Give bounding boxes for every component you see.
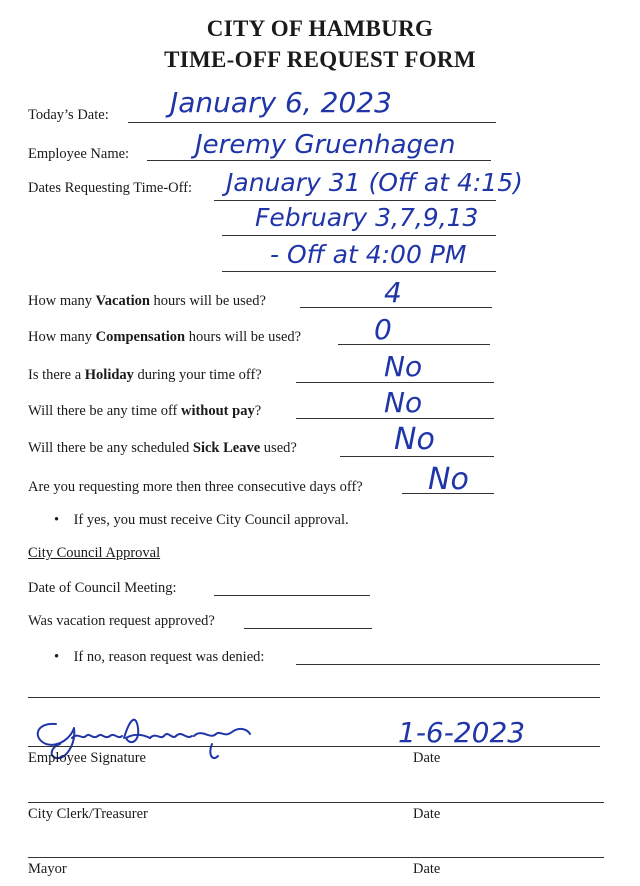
- compensation-line: [338, 344, 490, 345]
- question-vacation: How many Vacation hours will be used?: [28, 293, 266, 309]
- question-consecutive-days: Are you requesting more then three consecutive days off?: [28, 479, 363, 495]
- dates-line-2: [222, 235, 496, 236]
- council-meeting-line[interactable]: [214, 595, 370, 596]
- note-yes: • If yes, you must receive City Council approval.: [54, 512, 349, 528]
- holiday-answer[interactable]: No: [384, 350, 423, 383]
- dates-value-3[interactable]: - Off at 4:00 PM: [270, 240, 467, 269]
- sick-leave-answer[interactable]: No: [394, 422, 435, 457]
- council-meeting-label: Date of Council Meeting:: [28, 580, 177, 596]
- employee-date-label: Date: [413, 750, 441, 766]
- employee-name-label: Employee Name:: [28, 146, 130, 162]
- question-sick-leave: Will there be any scheduled Sick Leave used?: [28, 440, 297, 456]
- consecutive-days-answer[interactable]: No: [428, 462, 469, 497]
- dates-line-1: [214, 200, 496, 201]
- form-title-line1: CITY OF HAMBURG: [206, 16, 434, 41]
- employee-date-value[interactable]: 1-6-2023: [398, 716, 526, 749]
- dates-requesting-label: Dates Requesting Time-Off:: [28, 180, 193, 196]
- clerk-signature-label: City Clerk/Treasurer: [28, 806, 148, 822]
- vacation-answer[interactable]: 4: [384, 276, 402, 309]
- employee-name-value[interactable]: Jeremy Gruenhagen: [195, 130, 456, 160]
- employee-name-line: [147, 160, 491, 161]
- clerk-date-label: Date: [413, 806, 441, 822]
- question-compensation: How many Compensation hours will be used?: [28, 329, 302, 345]
- mayor-date-label: Date: [413, 861, 441, 877]
- mayor-signature-label: Mayor: [28, 861, 67, 877]
- vacation-approved-line[interactable]: [244, 628, 372, 629]
- denied-reason-line-1[interactable]: [296, 664, 600, 665]
- dates-value-1[interactable]: January 31 (Off at 4:15): [226, 168, 523, 197]
- denied-reason-line-2[interactable]: [28, 697, 600, 698]
- denied-reason-label: • If no, reason request was denied:: [54, 649, 265, 665]
- todays-date-value[interactable]: January 6, 2023: [170, 86, 392, 119]
- mayor-signature-line[interactable]: [28, 857, 604, 858]
- question-holiday: Is there a Holiday during your time off?: [28, 367, 262, 383]
- without-pay-answer[interactable]: No: [384, 386, 423, 419]
- compensation-answer[interactable]: 0: [374, 313, 392, 346]
- todays-date-label: Today’s Date:: [28, 107, 109, 123]
- clerk-signature-line[interactable]: [28, 802, 604, 803]
- dates-line-3: [222, 271, 496, 272]
- employee-signature-label: Employee Signature: [28, 750, 146, 766]
- question-without-pay: Will there be any time off without pay?: [28, 403, 262, 419]
- council-approval-heading: City Council Approval: [28, 545, 161, 561]
- todays-date-line: [128, 122, 496, 123]
- dates-value-2[interactable]: February 3,7,9,13: [255, 203, 479, 232]
- form-title-line2: TIME-OFF REQUEST FORM: [164, 47, 476, 72]
- vacation-approved-label: Was vacation request approved?: [28, 613, 215, 629]
